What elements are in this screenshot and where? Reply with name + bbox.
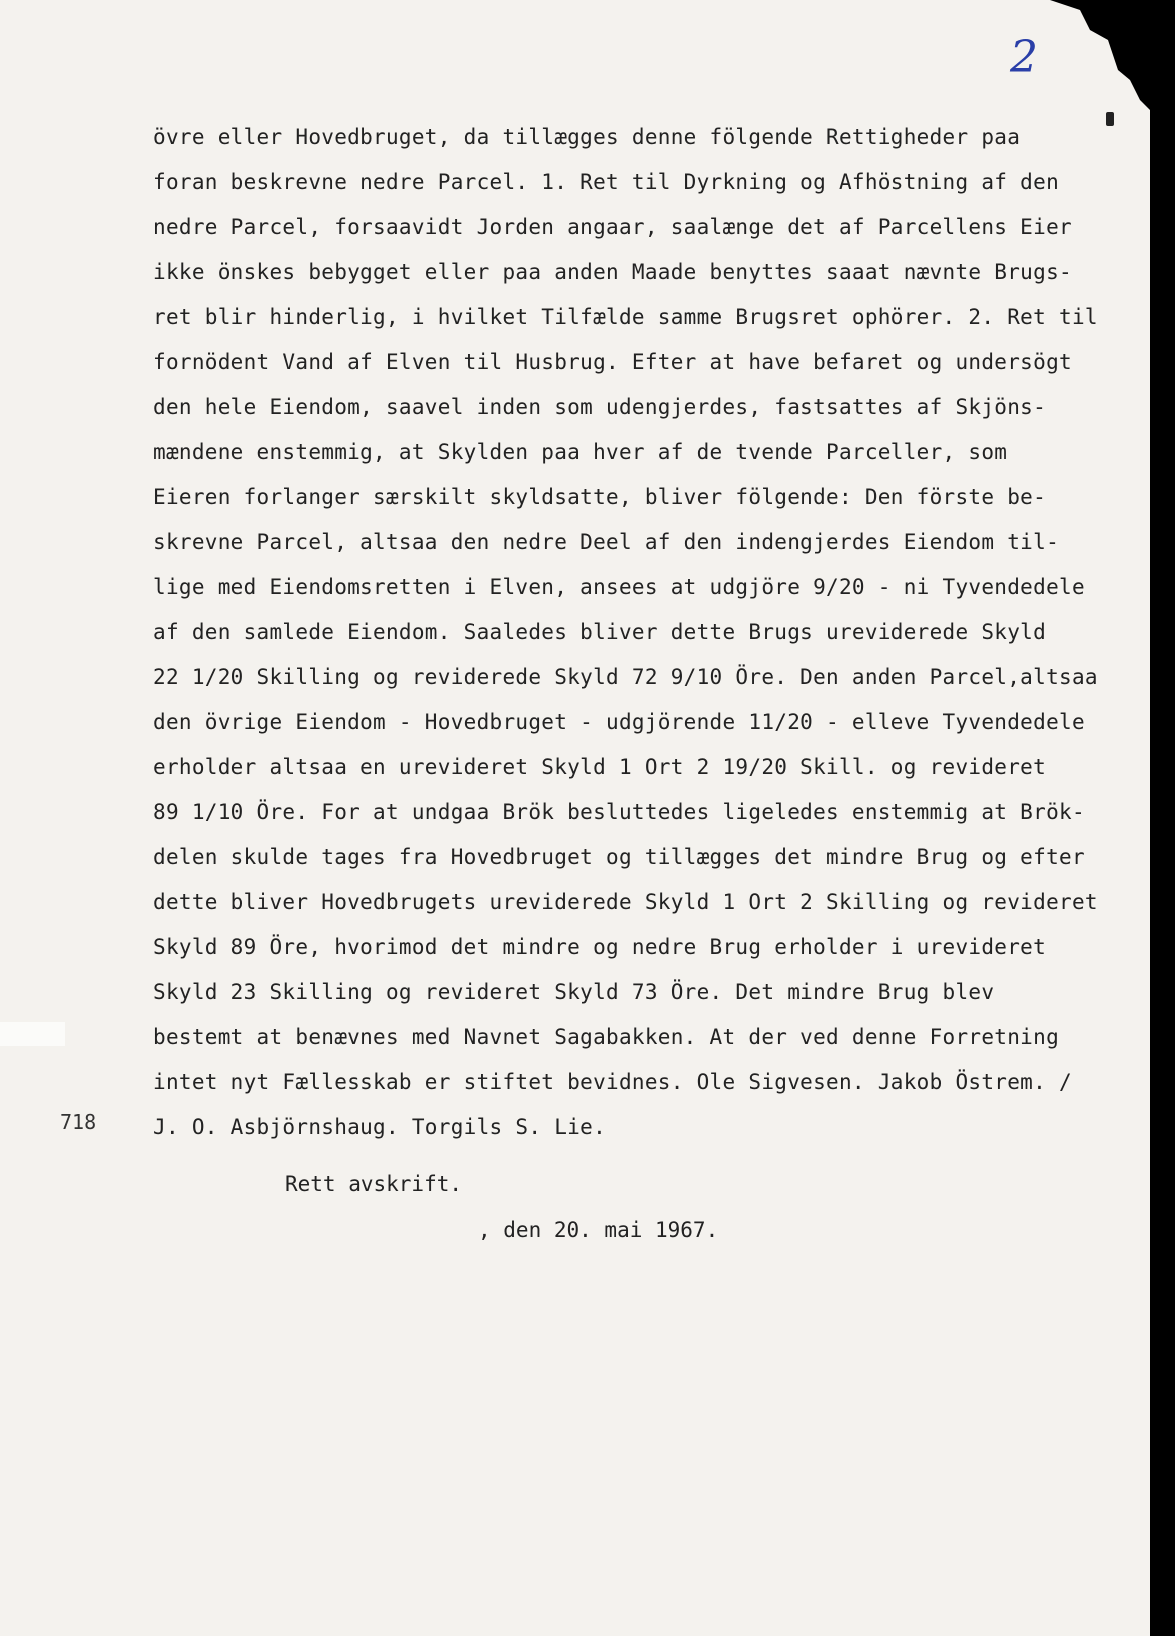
text-line: den hele Eiendom, saavel inden som udengjerdes, fastsattes af Skjöns- [153, 395, 1047, 419]
text-line: Skyld 89 Öre, hvorimod det mindre og nedre Brug erholder i urevideret [153, 935, 1047, 959]
text-line: erholder altsaa en urevideret Skyld 1 Ort 2 19/20 Skill. og revideret [153, 755, 1047, 779]
text-line: 89 1/10 Öre. For at undgaa Brök besluttedes ligeledes enstemmig at Brök- [153, 800, 1085, 824]
margin-smudge [0, 1022, 65, 1046]
text-line: intet nyt Fællesskab er stiftet bevidnes. Ole Sigvesen. Jakob Östrem. / [153, 1070, 1072, 1094]
text-line: bestemt at benævnes med Navnet Sagabakken. At der ved denne Forretning [153, 1025, 1060, 1049]
text-line: dette bliver Hovedbrugets ureviderede Skyld 1 Ort 2 Skilling og revideret [153, 890, 1098, 914]
text-line: foran beskrevne nedre Parcel. 1. Ret til Dyrkning og Afhöstning af den [153, 170, 1060, 194]
margin-reference-number: 718 [60, 1110, 97, 1134]
text-line: Skyld 23 Skilling og revideret Skyld 73 Öre. Det mindre Brug blev [153, 980, 995, 1004]
text-line: den övrige Eiendom - Hovedbruget - udgjörende 11/20 - elleve Tyvendedele [153, 710, 1085, 734]
text-line: Eieren forlanger særskilt skyldsatte, bliver fölgende: Den förste be- [153, 485, 1047, 509]
text-line: nedre Parcel, forsaavidt Jorden angaar, saalænge det af Parcellens Eier [153, 215, 1072, 239]
text-line: ikke önskes bebygget eller paa anden Maade benyttes saaat nævnte Brugs- [153, 260, 1072, 284]
text-line: 22 1/20 Skilling og reviderede Skyld 72 9/10 Öre. Den anden Parcel,altsaa [153, 665, 1098, 689]
typed-text-body [153, 115, 1143, 1150]
text-line: af den samlede Eiendom. Saaledes bliver dette Brugs ureviderede Skyld [153, 620, 1047, 644]
text-line: övre eller Hovedbruget, da tillægges denne fölgende Rettigheder paa [153, 125, 1021, 149]
text-line: ret blir hinderlig, i hvilket Tilfælde samme Brugsret ophörer. 2. Ret til [153, 305, 1098, 329]
date-line: , den 20. mai 1967. [478, 1218, 719, 1242]
certification-text: Rett avskrift. [285, 1172, 463, 1196]
text-line: lige med Eiendomsretten i Elven, ansees at udgjöre 9/20 - ni Tyvendedele [153, 575, 1085, 599]
text-line: skrevne Parcel, altsaa den nedre Deel af den indengjerdes Eiendom til- [153, 530, 1060, 554]
text-line: J. O. Asbjörnshaug. Torgils S. Lie. [153, 1115, 607, 1139]
handwritten-page-number: 2 [1010, 32, 1038, 83]
text-line: mændene enstemmig, at Skylden paa hver af de tvende Parceller, som [153, 440, 1008, 464]
text-line: fornödent Vand af Elven til Husbrug. Efter at have befaret og undersögt [153, 350, 1072, 374]
text-line: delen skulde tages fra Hovedbruget og tillægges det mindre Brug og efter [153, 845, 1085, 869]
